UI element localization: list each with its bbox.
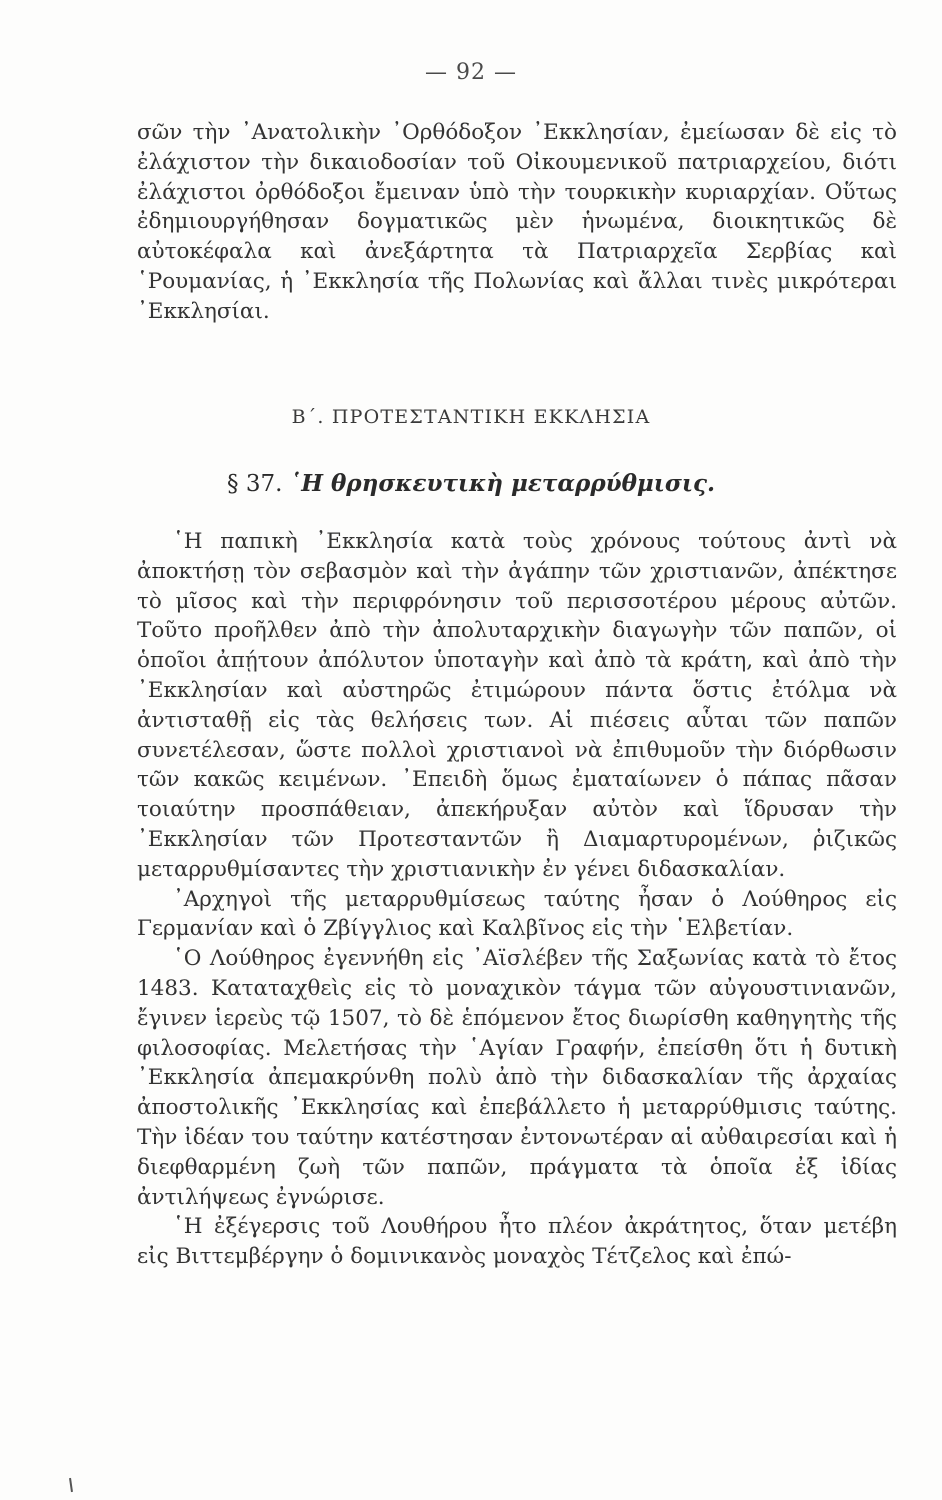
subsection-title: ῾Η θρησκευτικὴ μεταρρύθμισις. (289, 470, 715, 497)
body-paragraph: ῾Η παπικὴ ᾿Εκκλησία κατὰ τοὺς χρόνους τούτους ἀντὶ νὰ ἀποκτήσῃ τὸν σεβασμὸν καὶ τὴν ἀγάπην τῶν χριστιανῶν, ἀπέκτησε τὸ μῖσος καὶ τὴν περιφρόνησιν τοῦ περισσοτέρου μέρους αὐτῶν. Τοῦτο προῆλθεν ἀπὸ τὴν ἀπολυταρχικὴν διαγωγὴν τῶν παπῶν, οἱ ὁποῖοι ἀπῄτουν ἀπόλυτον ὑποταγὴν καὶ ἀπὸ τὰ κράτη, καὶ ἀπὸ τὴν ᾿Εκκλησίαν καὶ αὐστηρῶς ἐτιμώρουν πάντα ὅστις ἐτόλμα νὰ ἀντισταθῇ εἰς τὰς θελήσεις των. Αἱ πιέσεις αὗται τῶν παπῶν συνετέλεσαν, ὥστε πολλοὶ χριστιανοὶ νὰ ἐπιθυμοῦν τὴν διόρθωσιν τῶν κακῶς κειμένων. ᾿Επειδὴ ὅμως ἐματαίωνεν ὁ πάπας πᾶσαν τοιαύτην προσπάθειαν, ἀπεκήρυξαν αὐτὸν καὶ ἵδρυσαν τὴν ᾿Εκκλησίαν τῶν Προτεσταντῶν ἢ Διαμαρτυρομένων, ῥιζικῶς μεταρρυθμίσαντες τὴν χριστιανικὴν ἐν γένει διδασκαλίαν. (137, 529, 897, 882)
scan-mark (69, 1478, 73, 1492)
subsection-heading (0, 470, 942, 497)
continued-paragraph-block (137, 118, 897, 327)
page-number: — 92 — (425, 60, 517, 85)
continued-paragraph: σῶν τὴν ᾿Ανατολικὴν ᾿Ορθόδοξον ᾿Εκκλησίαν, ἐμείωσαν δὲ εἰς τὸ ἐλάχιστον τὴν δικαιοδοσίαν τοῦ Οἰκουμενικοῦ πατριαρχείου, διότι ἐλάχιστοι ὀρθόδοξοι ἔμειναν ὑπὸ τὴν τουρκικὴν κυριαρχίαν. Οὕτως ἐδημιουργήθησαν δογματικῶς μὲν ἡνωμένα, διοικητικῶς δὲ αὐτοκέφαλα καὶ ἀνεξάρτητα τὰ Πατριαρχεῖα Σερβίας καὶ ῾Ρουμανίας, ἡ ᾿Εκκλησία τῆς Πολωνίας καὶ ἄλλαι τινὲς μικρότεραι ᾿Εκκλησίαι. (137, 120, 897, 324)
subsection-number: § 37. (227, 471, 283, 497)
section-heading: Β΄. ΠΡΟΤΕΣΤΑΝΤΙΚΗ ΕΚΚΛΗΣΙΑ (291, 406, 651, 428)
body-paragraph: ῾Η ἐξέγερσις τοῦ Λουθήρου ἦτο πλέον ἀκράτητος, ὅταν μετέβη εἰς Βιττεμβέργην ὁ δομινικανὸς μοναχὸς Τέτζελος καὶ ἐπώ- (137, 1214, 897, 1270)
body-text-block (137, 527, 897, 1272)
body-paragraph: ῾Ο Λούθηρος ἐγεννήθη εἰς ᾿Αϊσλέβεν τῆς Σαξωνίας κατὰ τὸ ἔτος 1483. Καταταχθεὶς εἰς τὸ μοναχικὸν τάγμα τῶν αὐγουστινιανῶν, ἔγινεν ἱερεὺς τῷ 1507, τὸ δὲ ἑπόμενον ἔτος διωρίσθη καθηγητὴς τῆς φιλοσοφίας. Μελετήσας τὴν ῾Αγίαν Γραφήν, ἐπείσθη ὅτι ἡ δυτικὴ ᾿Εκκλησία ἀπεμακρύνθη πολὺ ἀπὸ τὴν διδασκαλίαν τῆς ἀρχαίας ἀποστολικῆς ᾿Εκκλησίας καὶ ἐπεβάλλετο ἡ μεταρρύθμισις ταύτης. Τὴν ἰδέαν του ταύτην κατέστησαν ἐντονωτέραν αἱ αὐθαιρεσίαι καὶ ἡ διεφθαρμένη ζωὴ τῶν παπῶν, πράγματα τὰ ὁποῖα ἐξ ἰδίας ἀντιλήψεως ἐγνώρισε. (137, 946, 897, 1210)
body-paragraph: ᾿Αρχηγοὶ τῆς μεταρρυθμίσεως ταύτης ἦσαν ὁ Λούθηρος εἰς Γερμανίαν καὶ ὁ Ζβίγγλιος καὶ Καλβῖνος εἰς τὴν ῾Ελβετίαν. (137, 886, 897, 942)
